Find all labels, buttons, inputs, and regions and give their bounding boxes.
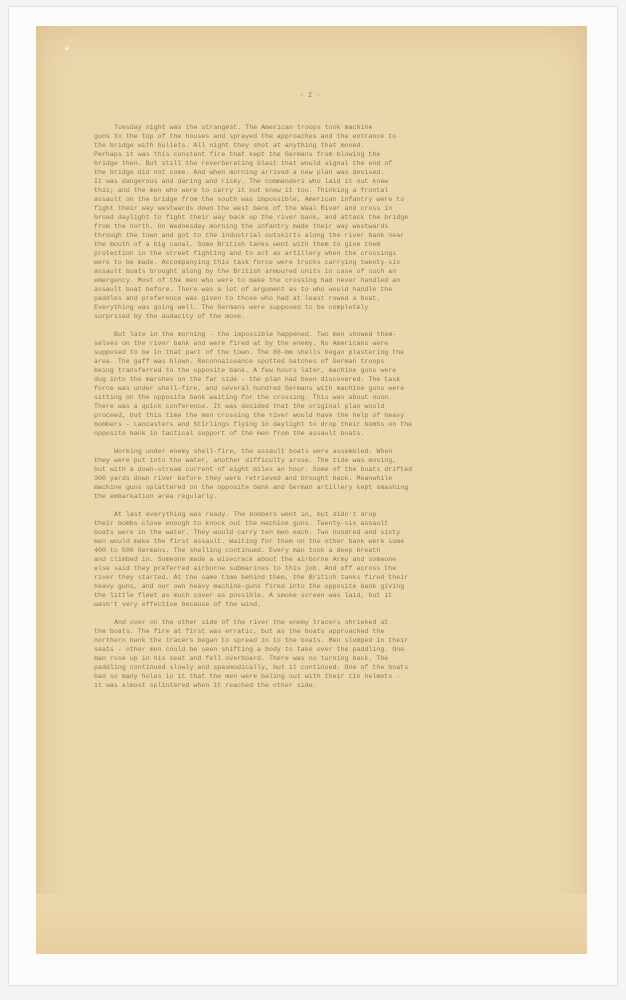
text-line: Working under enemy shell-fire, the assault boats were assembled. When — [114, 448, 393, 455]
text-line: But late in the morning - the impossible happened. Two men showed them- — [114, 331, 397, 338]
text-line: At last everything was ready. The bombers went in, but didn't drop — [114, 511, 377, 518]
page-number: - 2 - — [299, 92, 321, 100]
text-line: the boats. The fire at first was erratic, but as the boats approached the — [94, 628, 385, 635]
text-line: There was a quick conference. It was decided that the original plan would — [94, 403, 385, 410]
text-line: boats were in the water. They would carry ten men each. Two hundred and sixty — [94, 529, 401, 536]
text-line: paddling continued slowly and spasmodically, but it continued. One of the boats — [94, 664, 409, 671]
text-line: being transferred to the opposite bank. A few hours later, machine guns were — [94, 367, 397, 374]
text-line: from the north. On Wednesday morning the infantry made their way westwards — [94, 223, 389, 230]
text-line: emergency. Most of the men who were to make the crossing had never handled an — [94, 277, 401, 284]
text-line: dug into the marshes on the far side - the plan had been discovered. The task — [94, 376, 401, 383]
text-line: this; and the men who were to carry it out knew it too. Thinking a frontal — [94, 187, 389, 194]
text-line: guns to the top of the houses and sprayed the approaches and the entrance to — [94, 133, 397, 140]
text-line: Perhaps it was this constant fire that kept the Germans from blowing the — [94, 151, 381, 158]
text-line: bombers - Lancasters and Stirlings flying in daylight to drop their bombs on the — [94, 421, 413, 428]
text-line: protection in the street fighting and to act as artillery when the crossings — [94, 250, 397, 257]
text-line: surprised by the audacity of the move. — [94, 313, 246, 320]
text-line: broad daylight to fight their way back up the river bank, and attack the bridge — [94, 214, 409, 221]
text-line: sitting on the opposite bank waiting for the crossing. This was about noon. — [94, 394, 393, 401]
text-line: 400 to 500 Germans. The shelling continued. Every man took a deep breath — [94, 547, 381, 554]
text-line: had so many holes in it that the men were baling out with their tin helmets - — [94, 673, 401, 680]
text-line: assault boats brought along by the British armoured units in case of such an — [94, 268, 397, 275]
text-line: Everything was going well. The Germans were supposed to be completely — [94, 304, 369, 311]
text-line: river they started. At the same time behind them, the British tanks fired their — [94, 574, 409, 581]
page-text — [94, 92, 526, 699]
text-line: fight their way westwards down the west bank of the Waal River and cross in — [94, 205, 393, 212]
text-line: assault boat before. There was a lot of argument as to who would handle the — [94, 286, 393, 293]
paragraph — [94, 618, 526, 690]
text-line: It was dangerous and daring and risky. The commanders who laid it out knew — [94, 178, 389, 185]
text-line: and climbed in. Someone made a wisecrack about the airborne Army and someone — [94, 556, 397, 563]
text-line: but with a down-stream current of eight miles an hour. Some of the boats drifted — [94, 466, 413, 473]
text-line: the bridge with bullets. All night they shot at anything that moved. — [94, 142, 365, 149]
paragraph — [94, 330, 526, 438]
text-line: paddles and preference was given to those who had at least rowed a boat. — [94, 295, 381, 302]
text-line: 300 yards down river before they were retrieved and brought back. Meanwhile — [94, 475, 393, 482]
text-line: heavy guns, and our own heavy machine-guns fired into the opposite bank giving — [94, 583, 405, 590]
text-line: northern bank the tracers began to spread in to the boats. Men slumped in their — [94, 637, 409, 644]
text-line: force was under shell-fire, and several hundred Germans with machine guns were — [94, 385, 405, 392]
text-line: through the town and got to the industrial outskirts along the river bank near — [94, 232, 405, 239]
paragraph — [94, 123, 526, 321]
text-line: seats - other men could be seen shifting a body to take over the paddling. One — [94, 646, 405, 653]
paragraph-container — [94, 123, 526, 690]
text-line: it was almost splintered when it reached the other side. — [94, 682, 317, 689]
text-line: area. The gaff was blown. Reconnaissance spotted batches of German troops — [94, 358, 385, 365]
text-line: assault on the bridge from the south was impossible, American infantry were to — [94, 196, 405, 203]
text-line: else said they preferred airborne submarines to this job. And off across the — [94, 565, 397, 572]
paragraph — [94, 447, 526, 501]
text-line: the embarkation area regularly. — [94, 493, 218, 500]
text-line: proceed, but this time the men crossing the river would have the help of heavy — [94, 412, 405, 419]
text-line: were to be made. Accompanying this task force were trucks carrying twenty-six — [94, 259, 401, 266]
text-line: the bridge did not come. And when morning arrived a new plan was devised. — [94, 169, 385, 176]
text-line: And over on the other side of the river the enemy tracers shrieked at — [114, 619, 389, 626]
text-line: the little fleet as much cover as possible. A smoke screen was laid, but it — [94, 592, 393, 599]
text-line: opposite bank in tactical support of the men from the assault boats. — [94, 430, 365, 437]
text-line: they were put into the water, another difficulty arose. The tide was moving, — [94, 457, 397, 464]
text-line: their bombs close enough to knock out the machine guns. Twenty-six assault — [94, 520, 389, 527]
text-line: Tuesday night was the strangest. The American troops took machine — [114, 124, 373, 131]
text-line: men would make the first assault. Waiting for them on the other bank were some — [94, 538, 405, 545]
text-line: man rose up in his seat and fell overboard. There was no turning back. The — [94, 655, 389, 662]
paper-speck-mark: + — [64, 45, 71, 56]
paragraph — [94, 510, 526, 609]
text-line: wasn't very effective because of the wind. — [94, 601, 262, 608]
text-line: selves on the river bank and were fired at by the enemy. No Americans were — [94, 340, 389, 347]
paper-shadow — [36, 894, 587, 954]
text-line: the mouth of a big canal. Some British tanks went with them to give them — [94, 241, 381, 248]
text-line: supposed to be in that part of the town. The 88-mm shells began plastering the — [94, 349, 405, 356]
text-line: machine guns splattered on the opposite bank and German artillery kept smashing — [94, 484, 409, 491]
text-line: bridge then. But still the reverberating blast that would signal the end of — [94, 160, 393, 167]
